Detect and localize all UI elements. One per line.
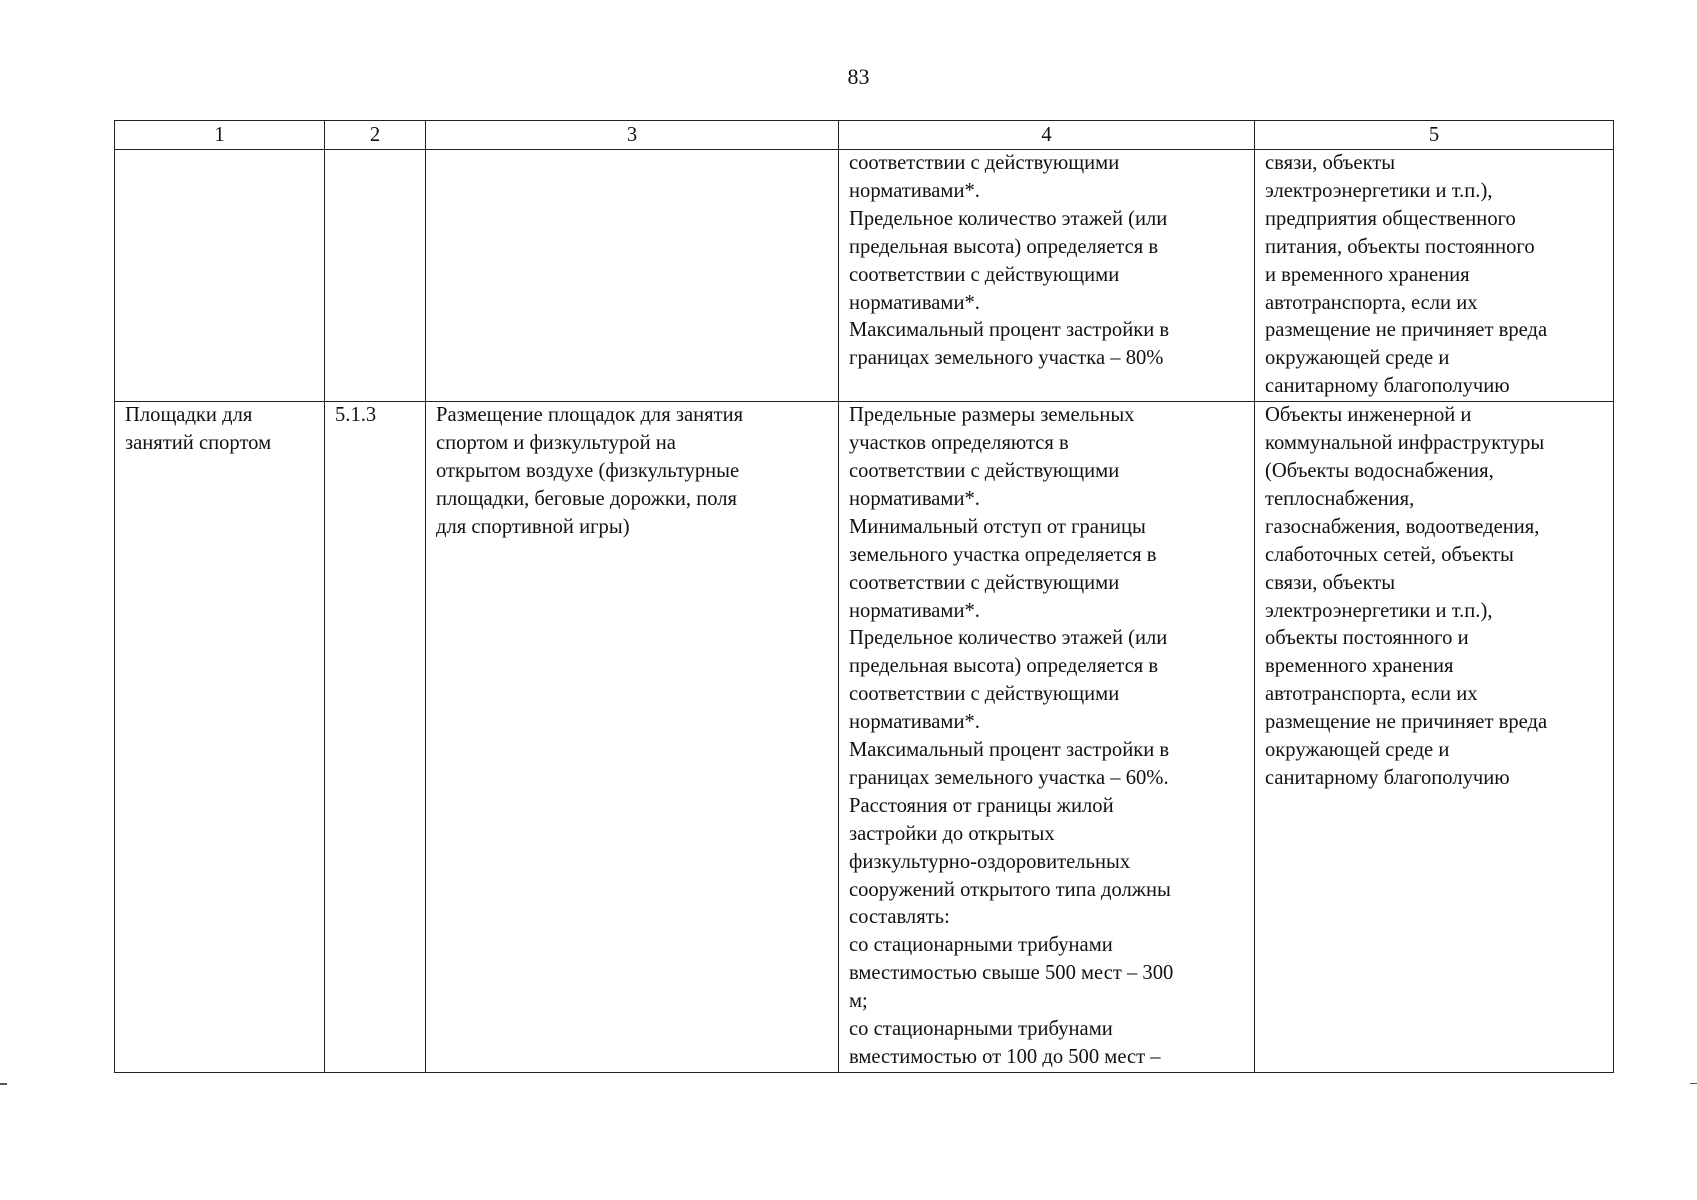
table-header-row: [115, 121, 1614, 150]
header-cell-1: 1: [115, 121, 325, 150]
cell-continuation-name: [115, 150, 325, 402]
cell-use-description: Размещение площадок для занятия спортом и физкультурой на открытом воздухе (физкультурные площадки, беговые дорожки, поля для спортивной игры): [426, 402, 839, 1073]
cell-use-name: Площадки для занятий спортом: [115, 402, 325, 1073]
right-margin-mark: [1690, 1083, 1697, 1084]
header-cell-4: 4: [839, 121, 1255, 150]
cell-auxiliary-uses: Объекты инженерной и коммунальной инфраструктуры (Объекты водоснабжения, теплоснабжения, газоснабжения, водоотведения, слаботочных сетей, объекты связи, объекты электроэнергетики и т.п.), объекты постоянного и временного хранения автотранспорта, если их размещение не причиняет вреда окружающей среде и санитарному благополучию: [1255, 402, 1614, 1073]
regulations-table: [114, 120, 1614, 1073]
left-margin-mark: [0, 1083, 7, 1085]
cell-continuation-parameters: соответствии с действующими нормативами*. Предельное количество этажей (или предельная высота) определяется в соответствии с действующими нормативами*. Максимальный процент застройки в границах земельного участка – 80%: [839, 150, 1255, 402]
header-cell-2: 2: [325, 121, 426, 150]
page-number: 83: [847, 64, 870, 89]
header-cell-5: 5: [1255, 121, 1614, 150]
cell-continuation-auxiliary-uses: связи, объекты электроэнергетики и т.п.), предприятия общественного питания, объекты постоянного и временного хранения автотранспорта, если их размещение не причиняет вреда окружающей среде и санитарному благополучию: [1255, 150, 1614, 402]
cell-continuation-description: [426, 150, 839, 402]
table-row: [115, 402, 1614, 1073]
cell-continuation-code: [325, 150, 426, 402]
cell-use-code: 5.1.3: [325, 402, 426, 1073]
table-row-continuation: [115, 150, 1614, 402]
cell-parameters: Предельные размеры земельных участков определяются в соответствии с действующими нормативами*. Минимальный отступ от границы земельного участка определяется в соответствии с действующими нормативами*. Предельное количество этажей (или предельная высота) определяется в соответствии с действующими нормативами*. Максимальный процент застройки в границах земельного участка – 60%. Расстояния от границы жилой застройки до открытых физкультурно-оздоровительных сооружений открытого типа должны составлять: со стационарными трибунами вместимостью свыше 500 мест – 300 м; со стационарными трибунами вместимостью от 100 до 500 мест –: [839, 402, 1255, 1073]
header-cell-3: 3: [426, 121, 839, 150]
